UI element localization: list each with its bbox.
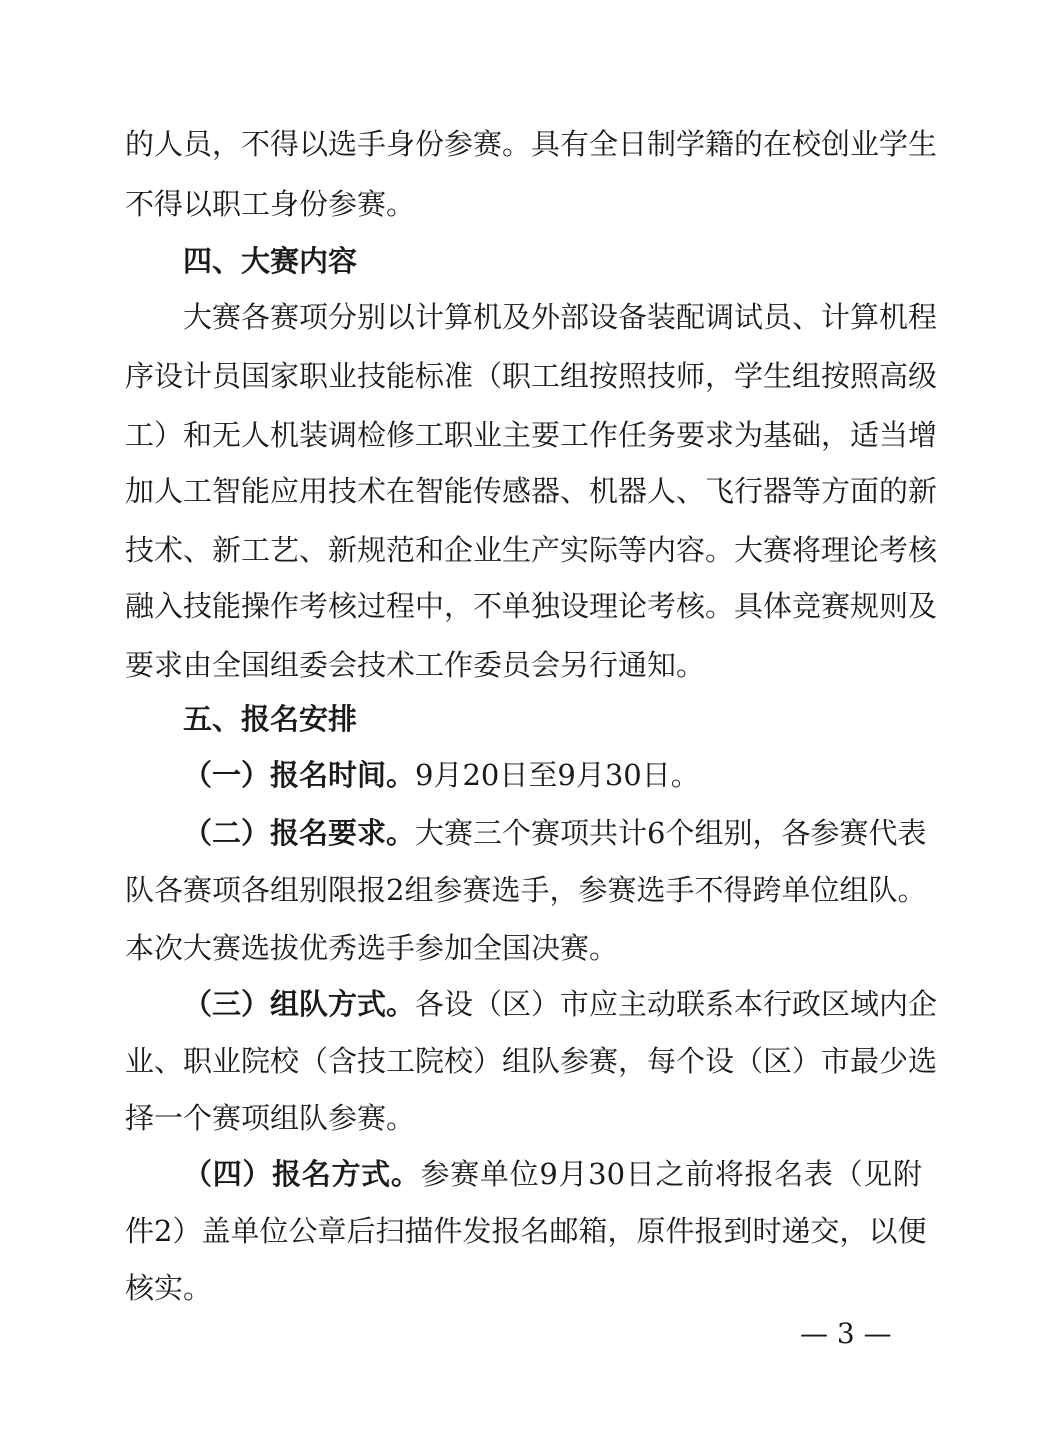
subsection-text: 各设（区）市应主动联系本行政区域内企 [415,987,938,1021]
paragraph-line: 融入技能操作考核过程中，不单独设理论考核。具体竞赛规则及 [125,589,938,623]
subsection-label: （四）报名方式。 [183,1157,421,1191]
paragraph-line: 大赛各赛项分别以计算机及外部设备装配调试员、计算机程 [183,300,938,334]
paragraph-line: 队各赛项各组别限报2组参赛选手，参赛选手不得跨单位组队。 [125,873,927,907]
paragraph-line: 不得以职工身份参赛。 [125,187,416,221]
section-heading-4: 四、大赛内容 [183,244,358,278]
subsection-line [183,986,938,1022]
paragraph-line: 加人工智能应用技术在智能传感器、机器人、飞行器等方面的新 [125,474,938,508]
subsection-line [183,1156,922,1192]
subsection-text: 9月20日至9月30日。 [415,758,700,792]
paragraph-line: 的人员，不得以选手身份参赛。具有全日制学籍的在校创业学生 [125,127,938,161]
paragraph-line: 核实。 [125,1271,213,1305]
paragraph-line: 工）和无人机装调检修工职业主要工作任务要求为基础，适当增 [125,418,938,452]
subsection-label: （二）报名要求。 [183,816,416,850]
subsection-text: 参赛单位9月30日之前将报名表（见附 [420,1157,922,1191]
paragraph-line: 择一个赛项组队参赛。 [125,1101,416,1135]
paragraph-line: 业、职业院校（含技工院校）组队参赛，每个设（区）市最少选 [125,1044,938,1078]
section-heading-5: 五、报名安排 [183,702,358,736]
paragraph-line: 技术、新工艺、新规范和企业生产实际等内容。大赛将理论考核 [125,533,938,567]
page-number: — 3 — [800,1317,892,1350]
paragraph-line: 本次大赛选拔优秀选手参加全国决赛。 [125,931,619,965]
subsection-label: （一）报名时间。 [183,758,416,792]
subsection-line [183,815,927,851]
subsection-line [183,757,700,793]
paragraph-line: 要求由全国组委会技术工作委员会另行通知。 [125,648,706,682]
subsection-label: （三）组队方式。 [183,987,416,1021]
subsection-text: 大赛三个赛项共计6个组别，各参赛代表 [415,816,927,850]
paragraph-line: 序设计员国家职业技能标准（职工组按照技师，学生组按照高级 [125,359,938,393]
paragraph-line: 件2）盖单位公章后扫描件发报名邮箱，原件报到时递交，以便 [125,1214,927,1248]
